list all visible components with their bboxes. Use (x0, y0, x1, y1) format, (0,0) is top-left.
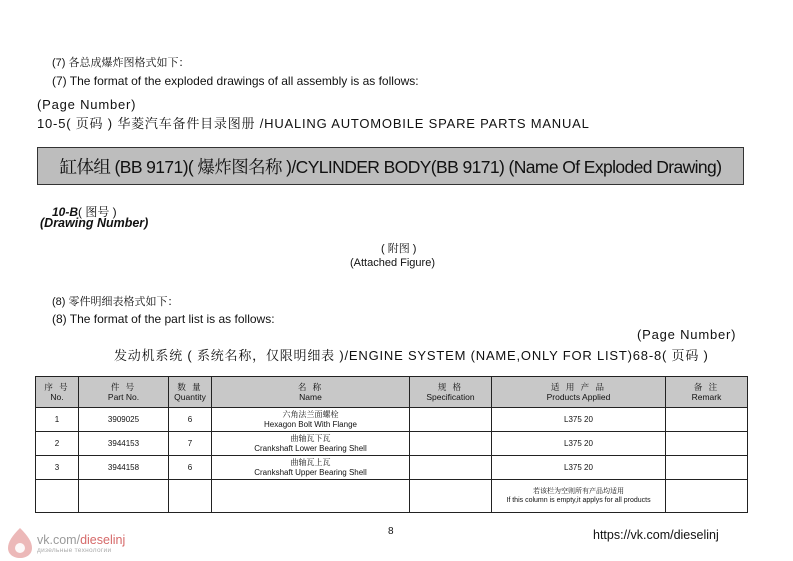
cell-spec (410, 408, 492, 432)
table-row (36, 456, 748, 480)
exploded-drawing-title-banner (37, 147, 744, 185)
cell-spec (410, 456, 492, 480)
drawing-number-cn: ( 图号 ) (78, 205, 117, 219)
cell-remark (666, 456, 748, 480)
cell-name: 曲轴瓦下瓦 Crankshaft Lower Bearing Shell (212, 432, 410, 456)
cell-part-no: 3944153 (79, 432, 169, 456)
cell-qty: 7 (169, 432, 212, 456)
table-header-row (36, 377, 748, 408)
section7-cn: (7) 各总成爆炸图格式如下： (52, 57, 190, 69)
drawing-number-code: 10-B (52, 205, 79, 219)
cell-remark (666, 432, 748, 456)
exploded-drawing-title: 缸体组 (BB 9171)( 爆炸图名称 )/CYLINDER BODY(BB 9171) (Name Of Exploded Drawing) (59, 156, 722, 177)
footer-url: https://vk.com/dieselinj (593, 528, 719, 542)
cell-remark (666, 408, 748, 432)
page-number-label: (Page Number) (37, 97, 137, 112)
cell-products: L375 20 (492, 408, 666, 432)
section8-cn: (8) 零件明细表格式如下： (52, 296, 179, 308)
attached-figure-cn: ( 附图 ) (381, 243, 417, 255)
table-row (36, 408, 748, 432)
col-header-part-no: 件 号 Part No. (79, 377, 169, 408)
cell-name: 六角法兰面螺栓 Hexagon Bolt With Flange (212, 408, 410, 432)
col-header-no: 序 号 No. (36, 377, 79, 408)
col-header-quantity: 数 量 Quantity (169, 377, 212, 408)
page-number: 8 (388, 526, 394, 537)
manual-header-line: 10-5( 页码 ) 华菱汽车备件目录图册 /HUALING AUTOMOBILE SPARE PARTS MANUAL (37, 116, 590, 131)
cell-products: L375 20 (492, 432, 666, 456)
engine-system-header-line: 发动机系统 ( 系统名称，仅限明细表 )/ENGINE SYSTEM (NAME,ONLY FOR LIST)68-8( 页码 ) (114, 348, 709, 363)
watermark-text: vk.com/dieselinj (37, 533, 126, 547)
cell-qty: 6 (169, 408, 212, 432)
cell-name: 曲轴瓦上瓦 Crankshaft Upper Bearing Shell (212, 456, 410, 480)
cell-part-no: 3944158 (79, 456, 169, 480)
part-list-table (35, 376, 748, 513)
col-header-specification: 规 格 Specification (410, 377, 492, 408)
cell-part-no: 3909025 (79, 408, 169, 432)
watermark-subtitle: дизельные технологии (37, 547, 112, 554)
products-applied-note: 若该栏为空则所有产品均适用 If this column is empty,it applys for all products (492, 480, 666, 513)
section8-en: (8) The format of the part list is as follows: (52, 312, 275, 326)
table-row (36, 432, 748, 456)
section7-en: (7) The format of the exploded drawings of all assembly is as follows: (52, 74, 419, 88)
drawing-number-en: (Drawing Number) (40, 216, 149, 230)
cell-qty: 6 (169, 456, 212, 480)
cell-no: 1 (36, 408, 79, 432)
col-header-remark: 备 注 Remark (666, 377, 748, 408)
attached-figure-en: (Attached Figure) (350, 257, 435, 269)
cell-products: L375 20 (492, 456, 666, 480)
col-header-products-applied: 适 用 产 品 Products Applied (492, 377, 666, 408)
page-number-label-2: (Page Number) (637, 327, 737, 342)
table-row-note (36, 480, 748, 513)
col-header-name: 名 称 Name (212, 377, 410, 408)
cell-no: 3 (36, 456, 79, 480)
cell-no: 2 (36, 432, 79, 456)
cell-spec (410, 432, 492, 456)
